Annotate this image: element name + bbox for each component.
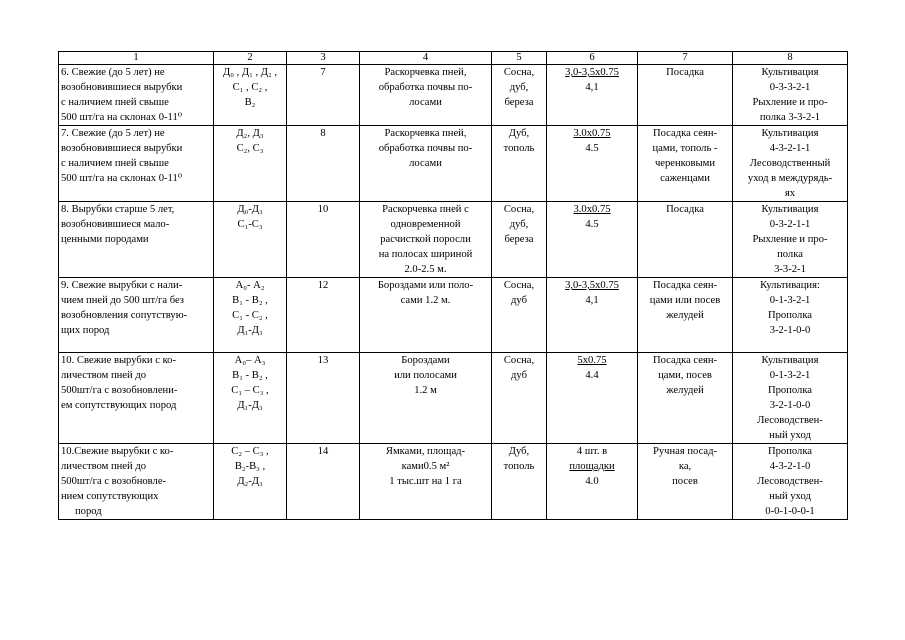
cell-line: Посадка	[666, 67, 704, 78]
table-row	[59, 444, 848, 520]
cell-line: Культивация	[761, 67, 819, 78]
cell-line: ем сопутствующих пород	[61, 400, 177, 411]
cell-line: Д₁-Д₃	[237, 400, 263, 411]
cell-line: 10.Свежие вырубки с ко-	[61, 446, 174, 457]
cell-line: посев	[672, 476, 698, 487]
column-header: 7	[638, 52, 733, 65]
cell-line: площадки	[569, 461, 615, 472]
cell-line: 500 шт/га на склонах 0-11⁰	[61, 112, 183, 123]
cell-line: желудей	[666, 310, 704, 321]
cell-line: черенковыми	[654, 158, 716, 169]
column-header: 5	[492, 52, 547, 65]
cell-care-regime	[733, 278, 848, 353]
cell-species	[492, 126, 547, 202]
table-body	[59, 65, 848, 520]
cell-line: 9. Свежие вырубки с нали-	[61, 280, 183, 291]
cell-line: Ручная посад-	[652, 446, 718, 457]
cell-spacing	[547, 202, 638, 278]
cell-scheme-number	[287, 353, 360, 444]
cell-line: 500шт/га с возобновлени-	[61, 385, 178, 396]
table-row	[59, 278, 848, 353]
cell-line: ный уход	[769, 491, 811, 502]
cell-line: расчисткой поросли	[380, 234, 471, 245]
cell-line: одновременной	[390, 219, 461, 230]
cell-line: саженцами	[660, 173, 710, 184]
cell-line: С₁ , С₂ ,	[232, 82, 268, 93]
cell-line: личеством пней до	[61, 461, 147, 472]
table-row	[59, 353, 848, 444]
cell-line: 4.4	[585, 370, 599, 381]
cell-line: 4,1	[585, 82, 599, 93]
cell-line: возобновившиеся вырубки	[61, 82, 183, 93]
cell-line: 500 шт/га на склонах 0-11⁰	[61, 173, 183, 184]
cell-line: пород	[75, 506, 102, 517]
cell-line: личеством пней до	[61, 370, 147, 381]
cell-line: Дуб,	[508, 128, 530, 139]
cell-line: 4.0	[585, 476, 599, 487]
cell-scheme-number	[287, 65, 360, 126]
cell-line: 14	[317, 446, 329, 457]
cell-line: Прополка	[767, 446, 813, 457]
cell-line: 500шт/га с возобновле-	[61, 476, 167, 487]
cell-line: С₁-С₃	[237, 219, 263, 230]
cell-line: 13	[317, 355, 329, 366]
cell-planting-method	[638, 65, 733, 126]
cell-line: Д₀ , Д₁ , Д₂ ,	[223, 67, 277, 78]
cell-line: 1.2 м	[414, 385, 437, 396]
cell-line: 2.0-2.5 м.	[404, 264, 447, 275]
cell-line: Посадка	[666, 204, 704, 215]
cell-care-regime	[733, 202, 848, 278]
cell-line: Раскорчевка пней с	[382, 204, 469, 215]
cell-line: 10	[317, 204, 329, 215]
cell-line: 0-1-3-2-1	[769, 370, 811, 381]
cell-line: Лесоводствен-	[757, 476, 823, 487]
cell-care-regime	[733, 126, 848, 202]
table-row	[59, 202, 848, 278]
cell-line: 6. Свежие (до 5 лет) не	[61, 67, 165, 78]
table-row	[59, 65, 848, 126]
cell-line: Раскорчевка пней,	[384, 67, 467, 78]
cell-line: Рыхление и про-	[752, 234, 828, 245]
cell-species	[492, 353, 547, 444]
cell-line: Посадка сеян-	[652, 280, 718, 291]
cell-spacing	[547, 126, 638, 202]
cell-site-description	[59, 278, 214, 353]
cell-line: береза	[504, 234, 534, 245]
cell-care-regime	[733, 444, 848, 520]
cell-line: возобновившиеся мало-	[61, 219, 170, 230]
column-header: 4	[360, 52, 492, 65]
cell-line: 4-3-2-1-1	[769, 143, 811, 154]
cell-line: В₂-В₃ ,	[234, 461, 266, 472]
cell-line: лосами	[409, 158, 442, 169]
cell-line: 10. Свежие вырубки с ко-	[61, 355, 177, 366]
cell-line: С₂, С₃	[236, 143, 264, 154]
cell-soil-type	[214, 444, 287, 520]
cell-line: ях	[784, 188, 796, 199]
cell-line: Культивация:	[760, 280, 820, 291]
cell-line: береза	[504, 97, 534, 108]
cell-care-regime	[733, 353, 848, 444]
cell-scheme-number	[287, 444, 360, 520]
cell-line: Д₁-Д₃	[237, 325, 263, 336]
cell-line: дуб	[511, 370, 527, 381]
cell-line: Сосна,	[503, 67, 535, 78]
cell-line: уход в междурядь-	[747, 173, 833, 184]
cell-line: 4.5	[585, 143, 599, 154]
cell-species	[492, 202, 547, 278]
cell-line: Сосна,	[503, 280, 535, 291]
cell-line: 3-2-1-0-0	[769, 325, 811, 336]
cell-scheme-number	[287, 126, 360, 202]
cell-line: 4,1	[585, 295, 599, 306]
cell-spacing	[547, 444, 638, 520]
cell-soil-preparation	[360, 444, 492, 520]
cell-line: чием пней до 500 шт/га без	[61, 295, 184, 306]
cell-line: 0-3-2-1-1	[769, 219, 811, 230]
cell-site-description	[59, 202, 214, 278]
cell-line: дуб	[511, 295, 527, 306]
cell-soil-preparation	[360, 202, 492, 278]
cell-line: В₁ - В₂ ,	[232, 295, 268, 306]
cell-soil-preparation	[360, 353, 492, 444]
cell-line: тополь	[503, 143, 535, 154]
cell-line: 4 шт. в	[576, 446, 608, 457]
forestry-table	[58, 51, 848, 520]
cell-line: Культивация	[761, 128, 819, 139]
cell-line: цами, тополь -	[652, 143, 718, 154]
column-header: 6	[547, 52, 638, 65]
cell-line: возобновившиеся вырубки	[61, 143, 183, 154]
cell-line: А₀- А₂	[235, 280, 265, 291]
cell-planting-method	[638, 444, 733, 520]
cell-line: 3.0х0.75	[573, 128, 611, 139]
cell-soil-type	[214, 202, 287, 278]
cell-line: В₁ - В₂ ,	[232, 370, 268, 381]
cell-line: желудей	[666, 385, 704, 396]
cell-line: обработка почвы по-	[378, 82, 473, 93]
cell-line: 3.0х0.75	[573, 204, 611, 215]
cell-soil-preparation	[360, 278, 492, 353]
cell-line: Раскорчевка пней,	[384, 128, 467, 139]
cell-line: ценными породами	[61, 234, 149, 245]
cell-spacing	[547, 353, 638, 444]
cell-line: 7. Свежие (до 5 лет) не	[61, 128, 165, 139]
cell-line: Культивация	[761, 355, 819, 366]
cell-line: Д₂-Д₃	[237, 476, 263, 487]
cell-planting-method	[638, 353, 733, 444]
cell-line: щих пород	[61, 325, 110, 336]
cell-soil-preparation	[360, 65, 492, 126]
cell-line: А₀– А₃	[234, 355, 266, 366]
cell-soil-type	[214, 278, 287, 353]
cell-line: Д₂, Д₃	[236, 128, 264, 139]
cell-line: 0-3-3-2-1	[769, 82, 811, 93]
cell-line: Дуб,	[508, 446, 530, 457]
cell-line: 3,0-3,5х0.75	[565, 67, 619, 78]
cell-site-description	[59, 126, 214, 202]
cell-soil-preparation	[360, 126, 492, 202]
cell-line: 8. Вырубки старше 5 лет,	[61, 204, 175, 215]
cell-species	[492, 65, 547, 126]
cell-line: Прополка	[767, 310, 813, 321]
cell-line: 12	[317, 280, 329, 291]
cell-line: Рыхление и про-	[752, 97, 828, 108]
cell-line: 0-1-3-2-1	[769, 295, 811, 306]
cell-line: В₂	[244, 97, 256, 108]
cell-line: ками0.5 м²	[401, 461, 450, 472]
cell-line: 7	[320, 67, 326, 78]
cell-line: 1 тыс.шт на 1 га	[389, 476, 462, 487]
cell-line: Лесоводствен-	[757, 415, 823, 426]
cell-line: 3-3-2-1	[774, 264, 806, 275]
cell-soil-type	[214, 126, 287, 202]
cell-line: цами или посев	[649, 295, 721, 306]
cell-line: 3-2-1-0-0	[769, 400, 811, 411]
cell-soil-type	[214, 65, 287, 126]
cell-line: ка,	[678, 461, 692, 472]
cell-line: с наличием пней свыше	[61, 158, 169, 169]
cell-line: 4-3-2-1-0	[769, 461, 811, 472]
cell-line: 8	[320, 128, 326, 139]
cell-planting-method	[638, 278, 733, 353]
cell-line: Сосна,	[503, 355, 535, 366]
cell-site-description	[59, 353, 214, 444]
table-row	[59, 126, 848, 202]
cell-line: Сосна,	[503, 204, 535, 215]
cell-scheme-number	[287, 202, 360, 278]
cell-planting-method	[638, 126, 733, 202]
cell-line: 0-0-1-0-0-1	[765, 506, 815, 517]
cell-line: с наличием пней свыше	[61, 97, 169, 108]
cell-line: возобновления сопутствую-	[61, 310, 188, 321]
cell-spacing	[547, 278, 638, 353]
cell-spacing	[547, 65, 638, 126]
cell-line: Ямками, площад-	[385, 446, 466, 457]
cell-scheme-number	[287, 278, 360, 353]
cell-line: или полосами	[394, 370, 457, 381]
cell-line: 5х0.75	[577, 355, 607, 366]
cell-line: Бороздами	[401, 355, 450, 366]
cell-line: лосами	[409, 97, 442, 108]
column-header: 8	[733, 52, 848, 65]
cell-soil-type	[214, 353, 287, 444]
cell-line: Бороздами или поло-	[377, 280, 474, 291]
cell-line: Посадка сеян-	[652, 128, 718, 139]
cell-line: Посадка сеян-	[652, 355, 718, 366]
header-row	[59, 52, 848, 65]
cell-line: Лесоводственный	[749, 158, 831, 169]
column-header: 3	[287, 52, 360, 65]
cell-line: сами 1.2 м.	[400, 295, 451, 306]
cell-line: дуб,	[509, 82, 529, 93]
cell-line: 3,0-3,5х0.75	[565, 280, 619, 291]
cell-site-description	[59, 444, 214, 520]
cell-line: дуб,	[509, 219, 529, 230]
cell-line: 4.5	[585, 219, 599, 230]
cell-line: Д₀-Д₃	[237, 204, 263, 215]
cell-line: С₁ – С₃ ,	[231, 385, 269, 396]
cell-species	[492, 278, 547, 353]
cell-line: на полосах шириной	[378, 249, 473, 260]
cell-line: нием сопутствующих	[61, 491, 159, 502]
cell-species	[492, 444, 547, 520]
cell-line: полка	[777, 249, 803, 260]
column-header: 2	[214, 52, 287, 65]
cell-line: цами, посев	[658, 370, 712, 381]
cell-care-regime	[733, 65, 848, 126]
cell-line: Культивация	[761, 204, 819, 215]
cell-site-description	[59, 65, 214, 126]
column-header: 1	[59, 52, 214, 65]
cell-line: обработка почвы по-	[378, 143, 473, 154]
cell-line: Прополка	[767, 385, 813, 396]
cell-line: С₁ - С₂ ,	[232, 310, 268, 321]
cell-line: полка 3-3-2-1	[759, 112, 821, 123]
cell-line: ный уход	[769, 430, 811, 441]
cell-planting-method	[638, 202, 733, 278]
cell-line: С₂ – С₃ ,	[231, 446, 269, 457]
cell-line: тополь	[503, 461, 535, 472]
